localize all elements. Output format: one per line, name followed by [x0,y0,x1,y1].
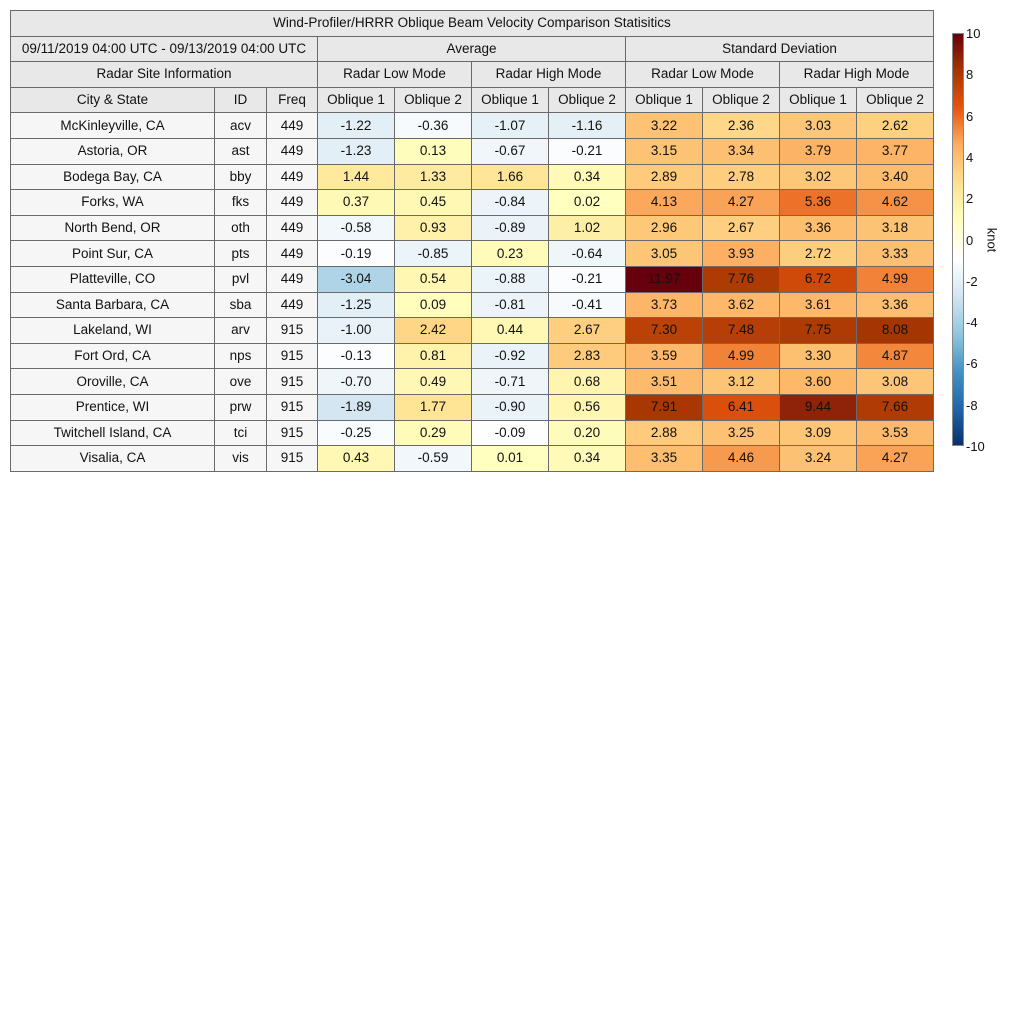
col-header-id: ID [215,87,267,113]
value-cell-std-high-oblique-1: 7.75 [780,318,857,344]
value-cell-std-low-oblique-2: 2.78 [703,164,780,190]
colorbar-tick-label: -10 [966,439,985,454]
site-freq-cell: 915 [267,420,318,446]
col-header-std-low-oblique-1: Oblique 1 [626,87,703,113]
value-cell-avg-low-oblique-1: -1.89 [318,394,395,420]
site-id-cell: ove [215,369,267,395]
value-cell-avg-high-oblique-1: -0.09 [472,420,549,446]
value-cell-avg-high-oblique-1: 0.01 [472,446,549,472]
site-freq-cell: 449 [267,241,318,267]
colorbar-tick-label: -8 [966,397,978,413]
colorbar-tick-label: 2 [966,191,974,207]
value-cell-std-high-oblique-2: 3.08 [857,369,934,395]
site-freq-cell: 915 [267,446,318,472]
value-cell-avg-high-oblique-1: -0.81 [472,292,549,318]
value-cell-avg-low-oblique-1: -0.58 [318,215,395,241]
value-cell-std-high-oblique-2: 3.53 [857,420,934,446]
value-cell-std-low-oblique-2: 7.48 [703,318,780,344]
value-cell-std-low-oblique-1: 2.88 [626,420,703,446]
value-cell-std-high-oblique-1: 6.72 [780,266,857,292]
value-cell-std-high-oblique-1: 3.60 [780,369,857,395]
site-id-cell: fks [215,190,267,216]
site-freq-cell: 449 [267,215,318,241]
colorbar-tick-label: -4 [966,315,978,331]
colorbar-tick-label: 8 [966,67,974,83]
value-cell-std-low-oblique-1: 3.22 [626,113,703,139]
value-cell-std-low-oblique-2: 4.46 [703,446,780,472]
site-city-cell: Lakeland, WI [11,318,215,344]
value-cell-std-high-oblique-2: 3.77 [857,138,934,164]
site-id-cell: tci [215,420,267,446]
site-freq-cell: 449 [267,164,318,190]
value-cell-std-low-oblique-1: 2.96 [626,215,703,241]
value-cell-std-high-oblique-2: 4.62 [857,190,934,216]
std-low-mode-header: Radar Low Mode [626,62,780,88]
value-cell-std-high-oblique-2: 4.99 [857,266,934,292]
table-title: Wind-Profiler/HRRR Oblique Beam Velocity Comparison Statisitics [11,11,934,37]
site-city-cell: Platteville, CO [11,266,215,292]
value-cell-avg-low-oblique-2: 2.42 [395,318,472,344]
value-cell-avg-low-oblique-1: -0.70 [318,369,395,395]
site-id-cell: ast [215,138,267,164]
value-cell-std-low-oblique-1: 11.97 [626,266,703,292]
value-cell-avg-low-oblique-1: -0.25 [318,420,395,446]
site-city-cell: Visalia, CA [11,446,215,472]
value-cell-avg-high-oblique-2: -0.64 [549,241,626,267]
value-cell-std-high-oblique-2: 3.18 [857,215,934,241]
table-row [11,446,934,472]
value-cell-std-high-oblique-2: 7.66 [857,394,934,420]
col-header-avg-high-oblique-2: Oblique 2 [549,87,626,113]
value-cell-std-high-oblique-1: 3.61 [780,292,857,318]
table-row [11,394,934,420]
value-cell-std-low-oblique-1: 3.51 [626,369,703,395]
value-cell-avg-high-oblique-1: -1.07 [472,113,549,139]
value-cell-std-high-oblique-2: 3.40 [857,164,934,190]
table-row [11,369,934,395]
site-id-cell: oth [215,215,267,241]
colorbar-tick-label: 4 [966,149,974,165]
site-freq-cell: 915 [267,394,318,420]
site-id-cell: prw [215,394,267,420]
group-stddev-header: Standard Deviation [626,36,934,62]
value-cell-std-low-oblique-1: 3.15 [626,138,703,164]
table-row [11,190,934,216]
value-cell-avg-high-oblique-2: 2.67 [549,318,626,344]
colorbar-tick-label: -2 [966,273,978,289]
value-cell-avg-low-oblique-2: -0.59 [395,446,472,472]
value-cell-std-low-oblique-2: 3.34 [703,138,780,164]
site-city-cell: McKinleyville, CA [11,113,215,139]
value-cell-std-low-oblique-1: 3.59 [626,343,703,369]
value-cell-avg-low-oblique-2: 0.45 [395,190,472,216]
statistics-table [10,10,934,472]
site-id-cell: pts [215,241,267,267]
value-cell-avg-high-oblique-1: -0.88 [472,266,549,292]
value-cell-avg-low-oblique-1: -1.23 [318,138,395,164]
value-cell-avg-high-oblique-2: 2.83 [549,343,626,369]
value-cell-std-high-oblique-1: 3.09 [780,420,857,446]
value-cell-std-high-oblique-1: 3.03 [780,113,857,139]
site-freq-cell: 449 [267,266,318,292]
avg-low-mode-header: Radar Low Mode [318,62,472,88]
value-cell-avg-high-oblique-1: -0.67 [472,138,549,164]
value-cell-std-low-oblique-1: 2.89 [626,164,703,190]
value-cell-avg-high-oblique-2: -0.21 [549,138,626,164]
site-city-cell: Twitchell Island, CA [11,420,215,446]
value-cell-avg-low-oblique-1: 0.37 [318,190,395,216]
site-freq-cell: 915 [267,343,318,369]
value-cell-avg-high-oblique-1: 1.66 [472,164,549,190]
colorbar-tick-label: 0 [966,232,974,248]
value-cell-avg-low-oblique-1: -1.25 [318,292,395,318]
site-city-cell: North Bend, OR [11,215,215,241]
value-cell-std-low-oblique-1: 3.35 [626,446,703,472]
value-cell-std-low-oblique-2: 2.67 [703,215,780,241]
colorbar-tick-label: 10 [966,26,981,41]
col-header-avg-high-oblique-1: Oblique 1 [472,87,549,113]
value-cell-std-high-oblique-1: 3.24 [780,446,857,472]
col-header-city: City & State [11,87,215,113]
site-id-cell: pvl [215,266,267,292]
table-row [11,113,934,139]
site-id-cell: acv [215,113,267,139]
value-cell-avg-high-oblique-1: -0.71 [472,369,549,395]
site-city-cell: Prentice, WI [11,394,215,420]
value-cell-avg-low-oblique-2: 1.77 [395,394,472,420]
value-cell-std-high-oblique-2: 4.27 [857,446,934,472]
site-city-cell: Astoria, OR [11,138,215,164]
value-cell-avg-high-oblique-2: 1.02 [549,215,626,241]
value-cell-std-high-oblique-2: 8.08 [857,318,934,344]
table-row [11,164,934,190]
value-cell-avg-high-oblique-1: 0.44 [472,318,549,344]
colorbar-tick-label: -6 [966,356,978,372]
value-cell-std-low-oblique-2: 3.25 [703,420,780,446]
site-id-cell: arv [215,318,267,344]
value-cell-std-low-oblique-1: 3.05 [626,241,703,267]
site-city-cell: Oroville, CA [11,369,215,395]
table-row [11,343,934,369]
value-cell-avg-low-oblique-1: -1.22 [318,113,395,139]
value-cell-avg-high-oblique-2: 0.34 [549,446,626,472]
value-cell-avg-high-oblique-2: 0.56 [549,394,626,420]
table-row [11,241,934,267]
value-cell-avg-high-oblique-1: 0.23 [472,241,549,267]
site-freq-cell: 915 [267,369,318,395]
value-cell-std-low-oblique-1: 4.13 [626,190,703,216]
value-cell-std-high-oblique-2: 3.33 [857,241,934,267]
value-cell-avg-low-oblique-2: 0.09 [395,292,472,318]
site-id-cell: nps [215,343,267,369]
site-freq-cell: 449 [267,190,318,216]
table-row [11,420,934,446]
value-cell-avg-high-oblique-1: -0.84 [472,190,549,216]
value-cell-avg-low-oblique-1: -3.04 [318,266,395,292]
value-cell-avg-low-oblique-2: -0.85 [395,241,472,267]
value-cell-std-high-oblique-1: 3.79 [780,138,857,164]
value-cell-std-high-oblique-1: 9.44 [780,394,857,420]
value-cell-avg-high-oblique-1: -0.90 [472,394,549,420]
table-row [11,266,934,292]
site-city-cell: Bodega Bay, CA [11,164,215,190]
value-cell-std-low-oblique-2: 7.76 [703,266,780,292]
col-header-avg-low-oblique-2: Oblique 2 [395,87,472,113]
value-cell-std-low-oblique-2: 6.41 [703,394,780,420]
value-cell-std-high-oblique-2: 3.36 [857,292,934,318]
site-freq-cell: 449 [267,292,318,318]
colorbar [952,33,964,446]
value-cell-avg-low-oblique-1: -0.13 [318,343,395,369]
value-cell-avg-high-oblique-2: 0.34 [549,164,626,190]
value-cell-std-low-oblique-1: 7.30 [626,318,703,344]
value-cell-avg-high-oblique-2: -0.21 [549,266,626,292]
table-row [11,318,934,344]
value-cell-avg-high-oblique-2: -1.16 [549,113,626,139]
site-city-cell: Santa Barbara, CA [11,292,215,318]
avg-high-mode-header: Radar High Mode [472,62,626,88]
site-info-header: Radar Site Information [11,62,318,88]
value-cell-avg-low-oblique-1: -1.00 [318,318,395,344]
value-cell-avg-high-oblique-2: 0.68 [549,369,626,395]
value-cell-avg-high-oblique-2: -0.41 [549,292,626,318]
value-cell-avg-low-oblique-2: 0.81 [395,343,472,369]
value-cell-std-high-oblique-1: 3.36 [780,215,857,241]
table-row [11,292,934,318]
value-cell-avg-low-oblique-2: 0.29 [395,420,472,446]
site-freq-cell: 449 [267,138,318,164]
value-cell-std-high-oblique-1: 3.02 [780,164,857,190]
colorbar-label: knot [984,227,1000,253]
colorbar-tick-label: 6 [966,108,974,124]
site-id-cell: vis [215,446,267,472]
value-cell-avg-low-oblique-2: 1.33 [395,164,472,190]
site-freq-cell: 915 [267,318,318,344]
value-cell-avg-high-oblique-1: -0.89 [472,215,549,241]
value-cell-std-high-oblique-1: 2.72 [780,241,857,267]
value-cell-std-low-oblique-2: 4.99 [703,343,780,369]
site-id-cell: bby [215,164,267,190]
value-cell-avg-low-oblique-2: 0.54 [395,266,472,292]
table-row [11,215,934,241]
value-cell-std-low-oblique-2: 3.93 [703,241,780,267]
table-row [11,138,934,164]
site-city-cell: Point Sur, CA [11,241,215,267]
value-cell-avg-high-oblique-2: 0.20 [549,420,626,446]
col-header-avg-low-oblique-1: Oblique 1 [318,87,395,113]
site-id-cell: sba [215,292,267,318]
value-cell-std-low-oblique-1: 3.73 [626,292,703,318]
value-cell-std-high-oblique-2: 2.62 [857,113,934,139]
col-header-std-high-oblique-1: Oblique 1 [780,87,857,113]
value-cell-avg-low-oblique-1: 1.44 [318,164,395,190]
site-freq-cell: 449 [267,113,318,139]
std-high-mode-header: Radar High Mode [780,62,934,88]
col-header-std-high-oblique-2: Oblique 2 [857,87,934,113]
value-cell-std-high-oblique-1: 5.36 [780,190,857,216]
col-header-std-low-oblique-2: Oblique 2 [703,87,780,113]
value-cell-std-low-oblique-2: 3.12 [703,369,780,395]
value-cell-std-high-oblique-1: 3.30 [780,343,857,369]
col-header-freq: Freq [267,87,318,113]
value-cell-std-high-oblique-2: 4.87 [857,343,934,369]
value-cell-avg-high-oblique-2: 0.02 [549,190,626,216]
value-cell-avg-low-oblique-1: -0.19 [318,241,395,267]
value-cell-std-low-oblique-2: 4.27 [703,190,780,216]
value-cell-std-low-oblique-2: 2.36 [703,113,780,139]
value-cell-avg-low-oblique-1: 0.43 [318,446,395,472]
value-cell-std-low-oblique-1: 7.91 [626,394,703,420]
value-cell-avg-low-oblique-2: 0.49 [395,369,472,395]
value-cell-avg-low-oblique-2: -0.36 [395,113,472,139]
value-cell-avg-low-oblique-2: 0.13 [395,138,472,164]
value-cell-avg-low-oblique-2: 0.93 [395,215,472,241]
value-cell-std-low-oblique-2: 3.62 [703,292,780,318]
group-average-header: Average [318,36,626,62]
site-city-cell: Fort Ord, CA [11,343,215,369]
date-range: 09/11/2019 04:00 UTC - 09/13/2019 04:00 UTC [11,36,318,62]
value-cell-avg-high-oblique-1: -0.92 [472,343,549,369]
site-city-cell: Forks, WA [11,190,215,216]
